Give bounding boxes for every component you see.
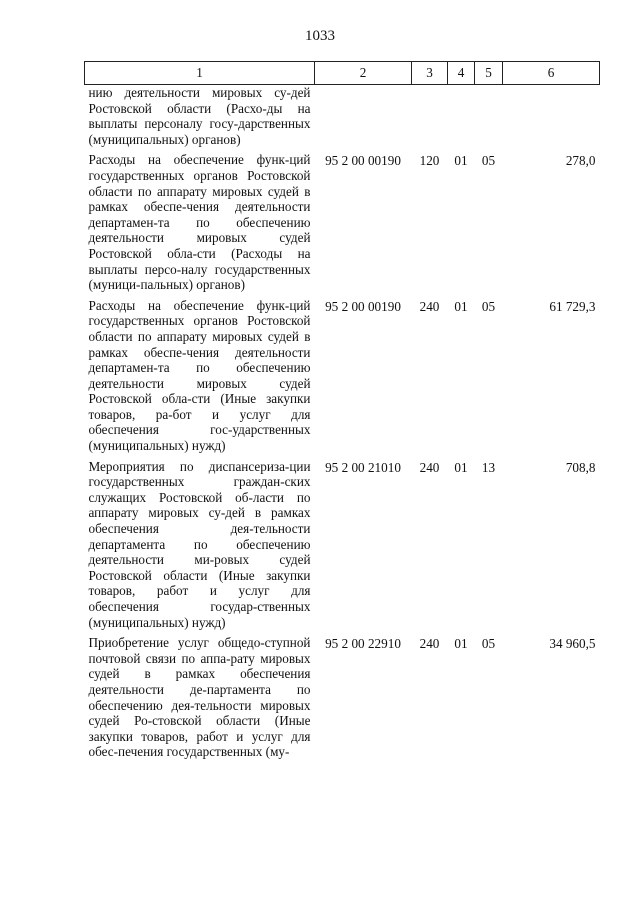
row-expense-type: 240 — [419, 636, 440, 652]
row-target-code: 95 2 00 00190 — [325, 298, 401, 314]
table-row — [85, 298, 600, 459]
row-section: 01 — [454, 459, 468, 475]
row-expense-type: 240 — [419, 298, 440, 314]
header-col-3: 3 — [412, 62, 448, 85]
row-subsection: 05 — [481, 636, 496, 652]
row-description: Расходы на обеспечение функ-ций государственных органов Ростовской области по аппарату мировых судей в рамках обеспе-чения деятельности департамен-та по обеспечению деятельности мировых судей Ростовской обла-сти (Расходы на выплаты персо-налу государственных (муници-пальных) органов) — [88, 152, 311, 293]
row-section: 01 — [454, 298, 468, 314]
header-col-2: 2 — [315, 62, 412, 85]
row-amount: 34 960,5 — [549, 636, 596, 652]
table-body — [85, 85, 600, 765]
header-row — [85, 62, 600, 85]
header-col-6: 6 — [503, 62, 600, 85]
row-section: 01 — [454, 153, 468, 169]
table-row — [85, 152, 600, 297]
header-col-1: 1 — [85, 62, 315, 85]
budget-table — [84, 61, 600, 765]
row-expense-type: 120 — [419, 153, 440, 169]
row-target-code: 95 2 00 00190 — [325, 153, 401, 169]
row-target-code: 95 2 00 22910 — [325, 636, 401, 652]
row-amount: 61 729,3 — [549, 298, 596, 314]
row-expense-type — [412, 85, 448, 153]
row-description: Мероприятия по диспансеризa-ции государственных граждан-ских служащих Ростовской об-ласти по аппарату мировых су-дей в рамках обеспечения дея-тельности департамента по обеспечению деятельности ми-ровых судей Ростовской области (Иные закупки товаров, работ и услуг для обеспечения государ-ственных (муниципальных) нужд) — [88, 458, 311, 630]
header-col-5: 5 — [475, 62, 503, 85]
row-subsection: 13 — [481, 459, 496, 475]
row-description: нию деятельности мировых су-дей Ростовской области (Расхо-ды на выплаты персоналу госу-дарственных (муниципальных) органов) — [88, 85, 311, 147]
table-row — [85, 635, 600, 765]
row-subsection: 05 — [481, 153, 496, 169]
row-target-code: 95 2 00 21010 — [325, 459, 401, 475]
row-amount: 278,0 — [565, 153, 596, 169]
row-description: Расходы на обеспечение функ-ций государственных органов Ростовской области по аппарату мировых судей в рамках обеспе-чения деятельности департамен-та по обеспечению деятельности мировых судей Ростовской обла-сти (Иные закупки товаров, ра-бот и услуг для обеспечения гос-ударственных (муниципальных) нужд) — [88, 297, 311, 454]
row-amount — [503, 85, 600, 153]
table-header — [85, 62, 600, 85]
row-section — [448, 85, 475, 153]
row-section: 01 — [454, 636, 468, 652]
row-amount: 708,8 — [565, 459, 596, 475]
row-target-code — [315, 85, 412, 153]
page-number: 1033 — [305, 28, 335, 44]
table-row — [85, 459, 600, 636]
row-subsection: 05 — [481, 298, 496, 314]
header-col-4: 4 — [448, 62, 475, 85]
row-subsection — [475, 85, 503, 153]
row-description: Приобретение услуг общедо-ступной почтовой связи по аппа-рату мировых судей в рамках обеспечения деятельности де-партамента по обеспечению дея-тельности мировых судей Ро-стовской области (Иные закупки товаров, работ и услуг для обес-печения государственных (му- — [88, 635, 311, 760]
table-row — [85, 85, 600, 153]
row-expense-type: 240 — [419, 459, 440, 475]
